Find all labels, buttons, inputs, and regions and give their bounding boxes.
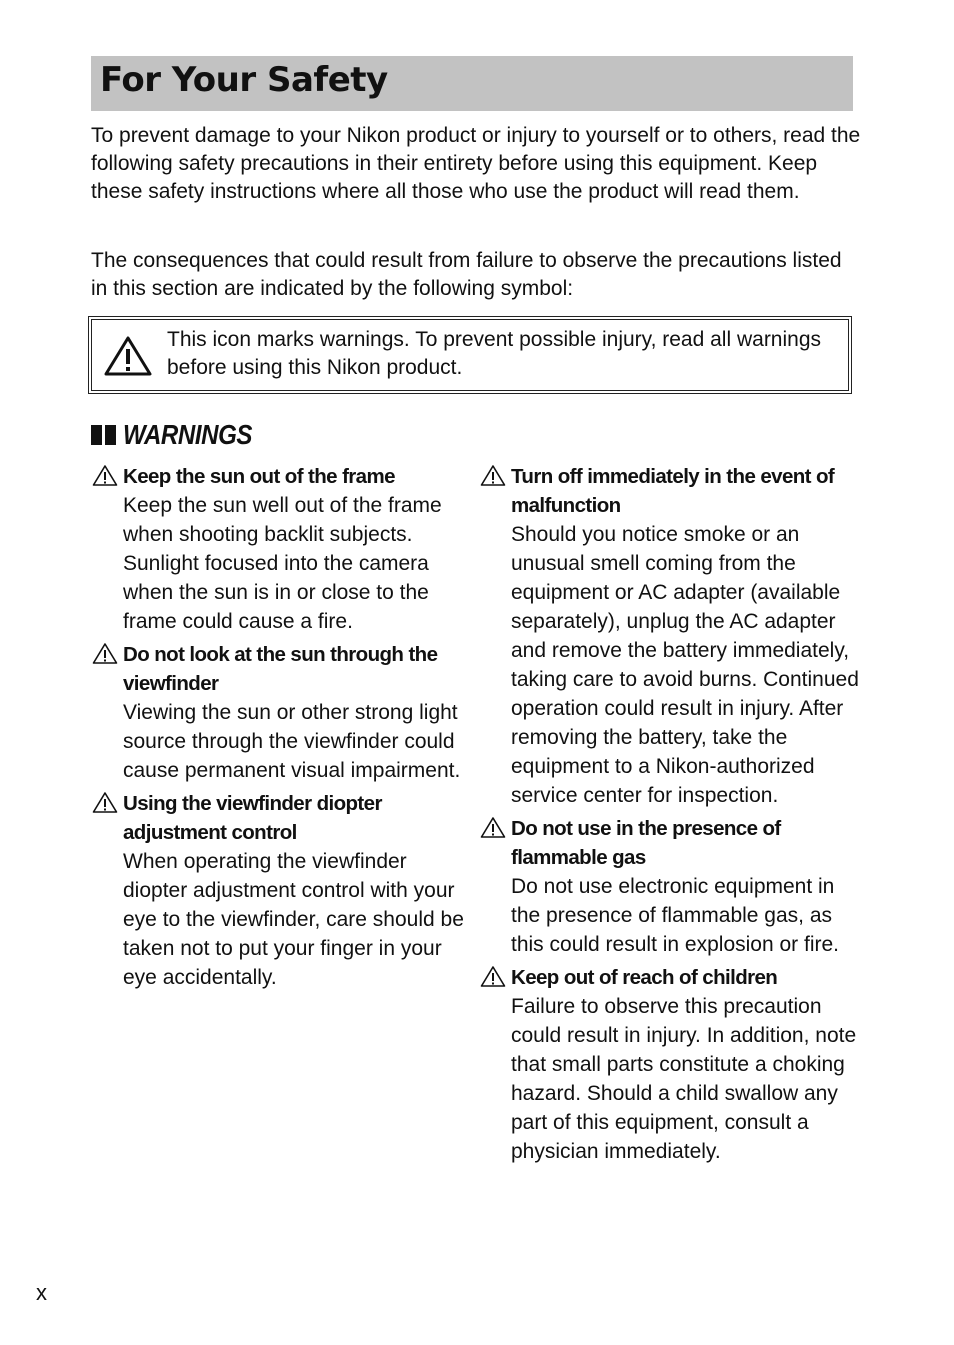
warning-item bbox=[479, 814, 859, 959]
section-heading bbox=[91, 418, 273, 452]
warning-triangle-icon bbox=[480, 965, 506, 988]
warning-triangle-icon bbox=[103, 335, 153, 377]
page-title: For Your Safety bbox=[100, 60, 388, 100]
warning-heading: Keep out of reach of children bbox=[511, 966, 778, 989]
warning-body: Do not use electronic equipment in the presence of flammable gas, as this could result in explosion or fire. bbox=[511, 875, 839, 956]
section-title: WARNINGS bbox=[123, 419, 252, 450]
right-column bbox=[479, 462, 859, 1170]
warning-body: When operating the viewfinder diopter adjustment control with your eye to the viewfinder, care should be taken not to put your finger in your eye accidentally. bbox=[123, 850, 464, 989]
intro-paragraph: The consequences that could result from failure to observe the precautions listed in this section are indicated by the following symbol: bbox=[91, 249, 842, 300]
title-bar bbox=[91, 56, 853, 111]
warning-body: Viewing the sun or other strong light source through the viewfinder could cause permanent visual impairment. bbox=[123, 701, 461, 782]
warning-triangle-icon bbox=[92, 642, 118, 665]
warning-item bbox=[91, 640, 471, 785]
warning-triangle-icon bbox=[480, 816, 506, 839]
warning-item bbox=[479, 963, 859, 1166]
intro-paragraph: To prevent damage to your Nikon product or injury to yourself or to others, read the following safety precautions in their entirety before using this equipment. Keep these safety instructions where all those who use the product will read them. bbox=[91, 124, 861, 203]
warning-triangle-icon bbox=[92, 464, 118, 487]
notice-text: This icon marks warnings. To prevent possible injury, read all warnings before using this Nikon product. bbox=[167, 328, 822, 379]
warning-heading: Turn off immediately in the event of malfunction bbox=[511, 465, 835, 517]
warning-heading: Do not look at the sun through the viewfinder bbox=[123, 643, 438, 695]
warning-body: Should you notice smoke or an unusual smell coming from the equipment or AC adapter (available separately), unplug the AC adapter and remove the battery immediately, taking care to avoid burns. Continued operation could result in injury. After removing the battery, take the equipment to a Nikon-authorized service center for inspection. bbox=[511, 523, 859, 807]
warning-triangle-icon bbox=[92, 791, 118, 814]
left-column bbox=[91, 462, 471, 996]
warning-body: Keep the sun well out of the frame when shooting backlit subjects. Sunlight focused into the camera when the sun is in or close to the frame could cause a fire. bbox=[123, 494, 442, 633]
warning-item bbox=[91, 789, 471, 992]
warning-item bbox=[479, 462, 859, 810]
page-number: x bbox=[36, 1280, 47, 1305]
warning-notice-box bbox=[88, 316, 852, 394]
section-marker-icon bbox=[91, 425, 116, 445]
warning-body: Failure to observe this precaution could result in injury. In addition, note that small parts constitute a choking hazard. Should a child swallow any part of this equipment, consult a physician immediately. bbox=[511, 995, 857, 1163]
warning-heading: Using the viewfinder diopter adjustment control bbox=[123, 792, 382, 844]
warning-heading: Keep the sun out of the frame bbox=[123, 465, 395, 488]
warning-heading: Do not use in the presence of flammable gas bbox=[511, 817, 781, 869]
warning-triangle-icon bbox=[480, 464, 506, 487]
warning-item bbox=[91, 462, 471, 636]
